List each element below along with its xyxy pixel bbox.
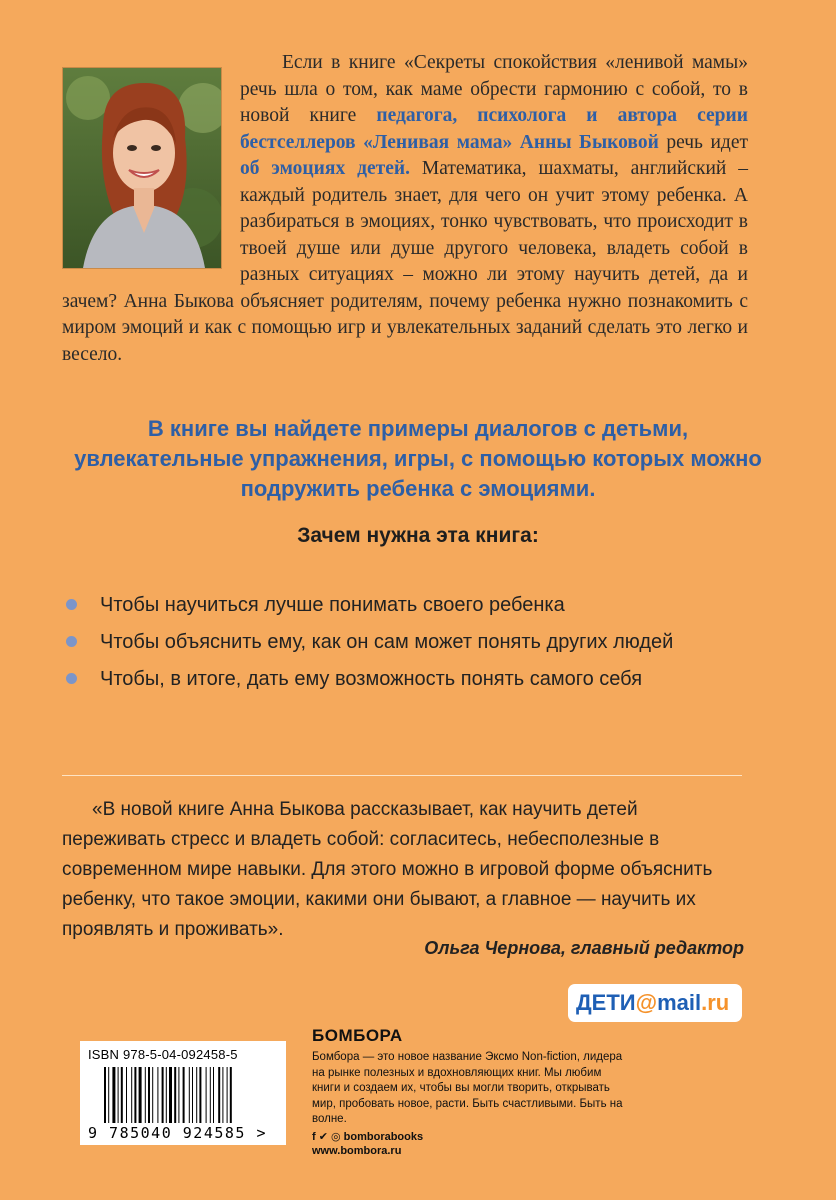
barcode-bar (131, 1067, 132, 1123)
barcode-digits: 9 785040 924585 > (88, 1124, 268, 1142)
barcode-bar (134, 1067, 136, 1123)
intro-paragraph (62, 50, 748, 368)
barcode-bar (108, 1067, 109, 1123)
editor-quote: «В новой книге Анна Быкова рассказывает, как научить детей переживать стресс и владеть собой: согласитесь, небесполезные в современном мире навыки. Для этого можно в игровой форме объяснить ребенку, что такое эмоции, какими они бывают, а главное — научить их проявлять и проживать». (62, 799, 713, 940)
barcode-bar (104, 1067, 106, 1123)
barcode-bar (227, 1067, 228, 1123)
barcode-bar (183, 1067, 185, 1123)
intro-text-part2: речь идет (658, 131, 748, 153)
bullet-dot-icon (66, 673, 77, 684)
isbn-barcode-block (80, 1041, 286, 1145)
why-title: Зачем нужна эта книга: (297, 524, 539, 547)
intro-highlight-topic: об эмоциях детей. (240, 158, 410, 179)
barcode-bar (174, 1067, 176, 1123)
intro-text-part1: Если в книге «Секреты спокойствия «ленивой мамы» речь шла о том, как маме обрести гармонию с собой, то в новой книге (240, 52, 748, 126)
barcode-bar (196, 1067, 197, 1123)
publisher-name: БОМБОРА (312, 1026, 403, 1045)
quote-signature: Ольга Чернова, главный редактор (424, 938, 744, 958)
barcode-bar (169, 1067, 172, 1123)
barcode-bar (145, 1067, 146, 1123)
intro-highlight-author: педагога, психолога и автора серии бестселлеров «Ленивая мама» Анны Быковой (240, 105, 748, 153)
barcode-bar (118, 1067, 119, 1123)
list-item (66, 629, 706, 656)
barcode-bar (162, 1067, 164, 1123)
list-item (66, 666, 706, 693)
barcode-bar (230, 1067, 232, 1123)
list-item (66, 592, 706, 619)
highlight-block: В книге вы найдете примеры диалогов с детьми, увлекательные упражнения, игры, с помощью которых можно подружить ребенка с эмоциями. (74, 416, 762, 501)
barcode-bar (139, 1067, 142, 1123)
list-item-text: Чтобы научиться лучше понимать своего ребенка (100, 594, 565, 616)
social-icons: f ✔ ◎ (312, 1131, 341, 1143)
bullet-dot-icon (66, 636, 77, 647)
barcode-bar (189, 1067, 190, 1123)
benefits-list (66, 592, 706, 703)
intro-text-part3: Математика, шахматы, английский – каждый родитель знает, для чего он учит этому ребенка. А разбираться в эмоциях, тонко чувствовать, что происходит в твоей душе или душе другого человека, владеть собой в разных ситуациях – можно ли этому научить детей, да и зачем? Анна Быкова объясняет родителям, почему ребенка нужно познакомить с миром эмоций и как с помощью игр и увлекательных заданий сделать это легко и весело. (62, 158, 748, 365)
barcode-bar (112, 1067, 115, 1123)
barcode-bar (210, 1067, 211, 1123)
barcode-bar (121, 1067, 123, 1123)
barcode-bar (222, 1067, 223, 1123)
social-handle: bomborabooks (343, 1131, 424, 1143)
barcode-bar (148, 1067, 150, 1123)
publisher-description: Бомбора — это новое название Эксмо Non-fiction, лидера на рынке полезных и вдохновляющих книг. Мы любим книги и создаем их, чтобы вы могли творить, открывать мир, пробовать новое, расти. Быть счастливыми. Быть на волне. (312, 1051, 623, 1125)
social-links (312, 1130, 423, 1143)
bullet-dot-icon (66, 599, 77, 610)
barcode-icon (104, 1067, 264, 1123)
barcode-bar (199, 1067, 201, 1123)
list-item-text: Чтобы, в итоге, дать ему возможность понять самого себя (100, 668, 643, 690)
deti-mail-ru-logo: ДЕТИ@mail.ru (568, 984, 742, 1022)
publisher-website: www.bombora.ru (312, 1145, 402, 1157)
barcode-bar (126, 1067, 127, 1123)
barcode-bar (157, 1067, 158, 1123)
barcode-bar (206, 1067, 207, 1123)
list-item-text: Чтобы объяснить ему, как он сам может понять других людей (100, 631, 674, 653)
barcode-bar (218, 1067, 220, 1123)
section-divider (62, 775, 742, 776)
barcode-bar (152, 1067, 153, 1123)
isbn-label: ISBN 978-5-04-092458-5 (88, 1047, 238, 1062)
barcode-bar (213, 1067, 214, 1123)
barcode-bar (192, 1067, 193, 1123)
barcode-bar (166, 1067, 167, 1123)
barcode-bar (178, 1067, 179, 1123)
